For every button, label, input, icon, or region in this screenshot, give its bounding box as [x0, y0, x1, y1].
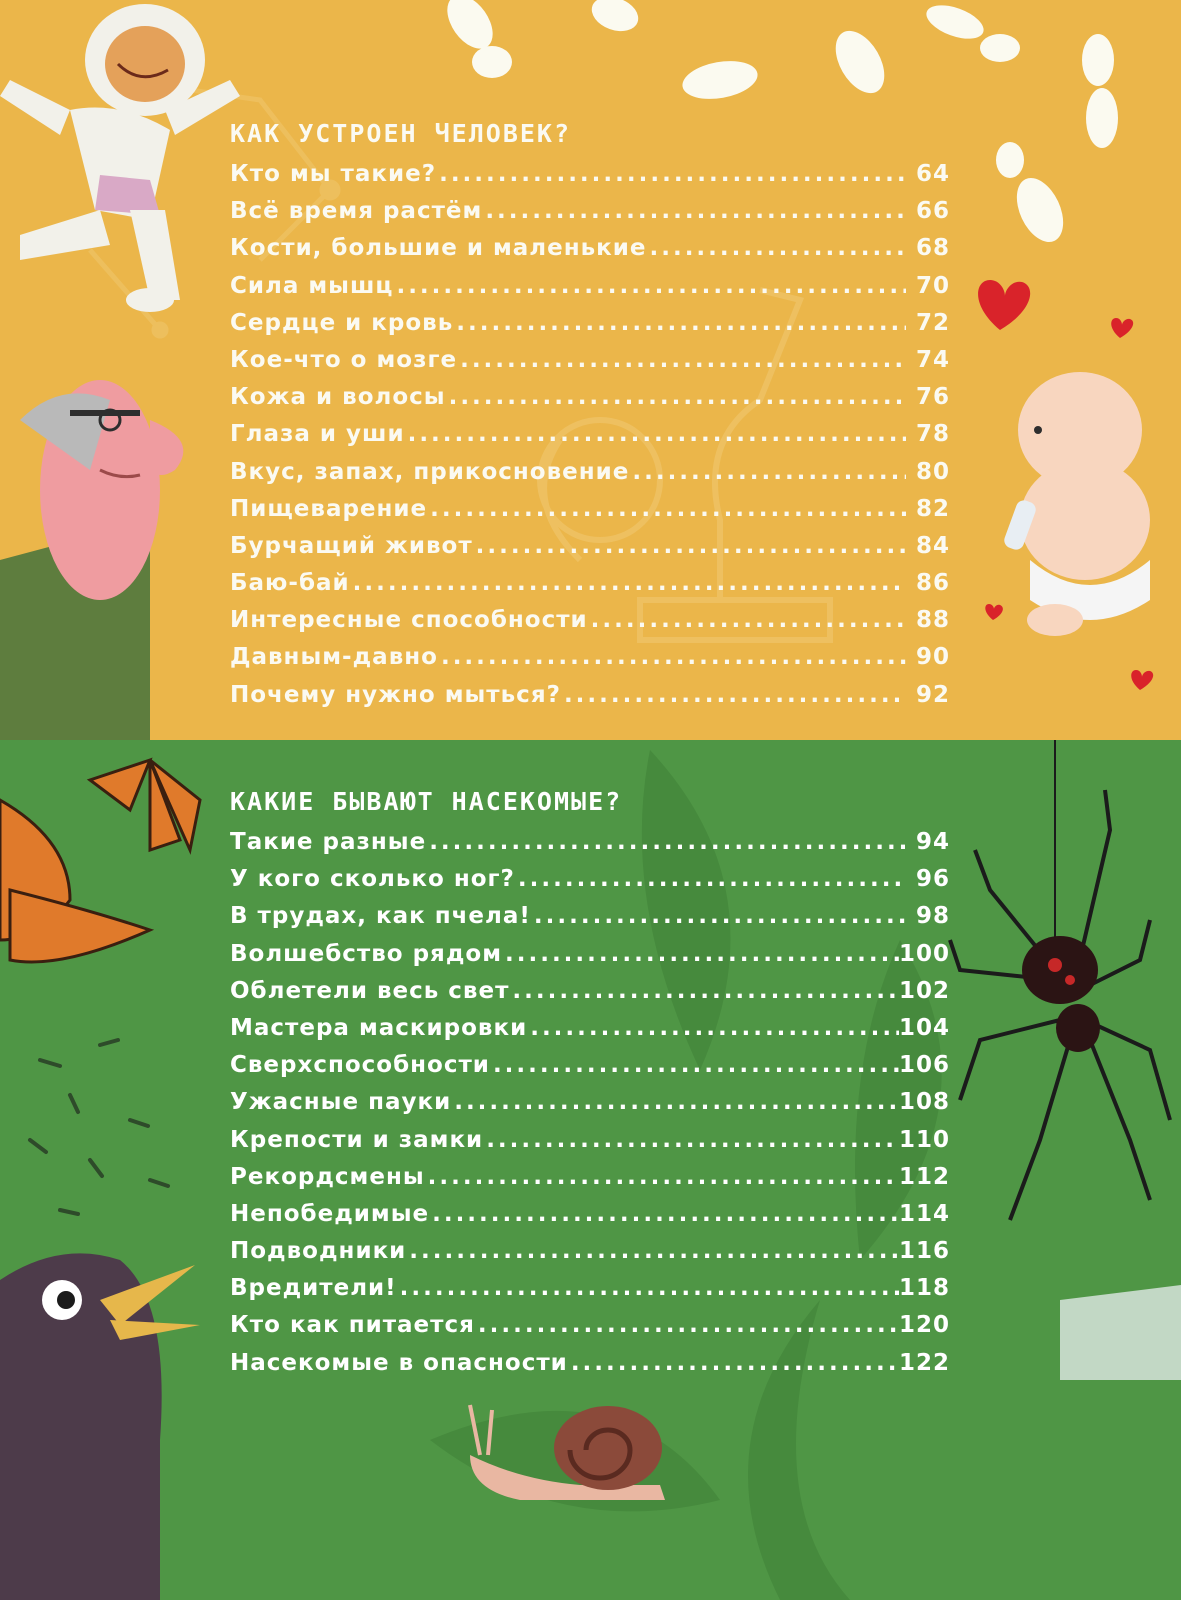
toc-entry[interactable]: [230, 1196, 950, 1233]
toc-entry-page: 118: [898, 1275, 950, 1302]
toc-entry[interactable]: [230, 1307, 950, 1344]
toc-entry-page: 106: [898, 1052, 950, 1079]
toc-entry[interactable]: [230, 898, 950, 935]
toc-entry[interactable]: [230, 528, 950, 565]
dot-leader: [588, 602, 906, 639]
dot-leader: [531, 898, 906, 935]
toc-entry-title: Вкус, запах, прикосновение: [230, 458, 630, 485]
toc-entry-page: 104: [898, 1014, 950, 1041]
toc-entry[interactable]: [230, 1233, 950, 1270]
dot-leader: [397, 1270, 899, 1307]
toc-entry-page: 110: [898, 1126, 950, 1153]
dot-leader: [482, 193, 906, 230]
toc-entry-title: Баю-бай: [230, 570, 350, 597]
toc-entry[interactable]: [230, 824, 950, 861]
toc-entry-page: 88: [915, 607, 950, 634]
toc-entry[interactable]: [230, 973, 950, 1010]
toc-entry[interactable]: [230, 1270, 950, 1307]
toc-entry-page: 112: [898, 1163, 950, 1190]
toc-entry-page: 78: [915, 421, 950, 448]
toc-entry[interactable]: [230, 639, 950, 676]
toc-entry-title: В трудах, как пчела!: [230, 903, 531, 930]
toc-entry-page: 94: [915, 829, 950, 855]
toc-entry-page: 100: [898, 940, 950, 967]
toc-entry[interactable]: [230, 1122, 950, 1159]
toc-entry[interactable]: [230, 1345, 950, 1382]
dot-leader: [475, 1307, 899, 1344]
dot-leader: [629, 454, 906, 491]
dot-leader: [406, 1233, 899, 1270]
toc-entry[interactable]: [230, 1010, 950, 1047]
toc-entry-title: Кожа и волосы: [230, 384, 446, 411]
dot-leader: [438, 639, 906, 676]
toc-entry[interactable]: [230, 1047, 950, 1084]
toc-entry-title: Сверхспособности: [230, 1052, 490, 1079]
dot-leader: [527, 1010, 899, 1047]
toc-entry-title: Пищеварение: [230, 495, 428, 522]
toc-human-body: [230, 112, 950, 714]
toc-entry[interactable]: [230, 379, 950, 416]
dot-leader: [483, 1122, 899, 1159]
toc-entry[interactable]: [230, 565, 950, 602]
toc-entry-title: Бурчащий живот: [230, 532, 473, 559]
toc-entry[interactable]: [230, 193, 950, 230]
dot-leader: [451, 1084, 899, 1121]
toc-entry[interactable]: [230, 602, 950, 639]
toc-entry[interactable]: [230, 416, 950, 453]
dot-leader: [429, 1196, 899, 1233]
toc-entry-title: Волшебство рядом: [230, 940, 502, 967]
toc-entry-title: Такие разные: [230, 829, 427, 855]
toc-entry-title: Сердце и кровь: [230, 309, 454, 336]
toc-entry-page: 68: [915, 235, 950, 262]
toc-entry[interactable]: [230, 156, 950, 193]
toc-section-insects: [0, 740, 1181, 1600]
toc-entry-page: 82: [915, 495, 950, 522]
dot-leader: [436, 156, 906, 193]
toc-entry-page: 64: [915, 161, 950, 187]
toc-entry-title: Вредители!: [230, 1275, 397, 1302]
toc-entry-page: 114: [898, 1200, 950, 1227]
toc-entry-page: 98: [915, 903, 950, 930]
toc-entry-title: Кто мы такие?: [230, 161, 437, 187]
dot-leader: [427, 491, 906, 528]
dot-leader: [453, 305, 906, 342]
toc-entry[interactable]: [230, 1084, 950, 1121]
toc-entry-page: 120: [898, 1312, 950, 1339]
dot-leader: [425, 1159, 899, 1196]
toc-entry-page: 116: [898, 1238, 950, 1265]
section-heading: КАКИЕ БЫВАЮТ НАСЕКОМЫЕ?: [230, 787, 623, 816]
dot-leader: [646, 230, 906, 267]
toc-entry[interactable]: [230, 342, 950, 379]
dot-leader: [426, 824, 906, 861]
toc-list: [230, 824, 950, 1382]
toc-entry-page: 76: [915, 384, 950, 411]
section-heading: КАК УСТРОЕН ЧЕЛОВЕК?: [230, 119, 572, 148]
toc-entry-title: Кое-что о мозге: [230, 346, 458, 373]
toc-entry-title: Кости, большие и маленькие: [230, 235, 647, 262]
toc-entry[interactable]: [230, 677, 950, 714]
dot-leader: [509, 973, 899, 1010]
dot-leader: [568, 1345, 899, 1382]
toc-entry[interactable]: [230, 454, 950, 491]
toc-entry-page: 72: [915, 309, 950, 336]
dot-leader: [393, 268, 906, 305]
toc-entry-title: Непобедимые: [230, 1200, 430, 1227]
toc-entry-page: 80: [915, 458, 950, 485]
toc-section-human-body: [0, 0, 1181, 740]
toc-entry-page: 122: [898, 1349, 950, 1376]
toc-entry-page: 90: [915, 644, 950, 671]
toc-entry-page: 84: [915, 532, 950, 559]
dot-leader: [405, 416, 906, 453]
toc-entry-title: Сила мышц: [230, 272, 394, 299]
toc-entry-page: 102: [898, 977, 950, 1004]
dot-leader: [350, 565, 906, 602]
toc-entry-title: У кого сколько ног?: [230, 866, 515, 893]
toc-entry-title: Всё время растём: [230, 198, 483, 225]
toc-entry-page: 108: [898, 1089, 950, 1116]
toc-list: [230, 156, 950, 714]
toc-entry-page: 92: [915, 681, 950, 708]
spray-illustration: [1060, 1285, 1181, 1380]
dot-leader: [446, 379, 906, 416]
toc-entry[interactable]: [230, 491, 950, 528]
toc-entry-title: Почему нужно мыться?: [230, 681, 561, 708]
dot-leader: [502, 936, 899, 973]
toc-entry-page: 96: [915, 866, 950, 893]
toc-insects: [230, 780, 950, 1382]
toc-entry[interactable]: [230, 230, 950, 267]
toc-entry-title: Подводники: [230, 1238, 407, 1265]
toc-entry-title: Интересные способности: [230, 607, 588, 634]
toc-entry[interactable]: [230, 268, 950, 305]
dot-leader: [515, 861, 906, 898]
toc-entry-page: 70: [915, 272, 950, 299]
toc-entry-page: 74: [915, 346, 950, 373]
toc-entry-title: Глаза и уши: [230, 421, 405, 448]
dot-leader: [473, 528, 906, 565]
dot-leader: [457, 342, 906, 379]
toc-entry-title: Ужасные пауки: [230, 1089, 452, 1116]
toc-entry[interactable]: [230, 936, 950, 973]
toc-entry-title: Мастера маскировки: [230, 1014, 528, 1041]
toc-entry-page: 86: [915, 570, 950, 597]
toc-entry-page: 66: [915, 198, 950, 225]
toc-entry[interactable]: [230, 305, 950, 342]
toc-entry-title: Рекордсмены: [230, 1163, 425, 1190]
toc-entry-title: Кто как питается: [230, 1312, 475, 1339]
toc-entry-title: Облетели весь свет: [230, 977, 510, 1004]
toc-entry-title: Насекомые в опасности: [230, 1349, 568, 1376]
toc-entry[interactable]: [230, 1159, 950, 1196]
toc-entry[interactable]: [230, 861, 950, 898]
dot-leader: [490, 1047, 899, 1084]
dot-leader: [561, 677, 906, 714]
toc-entry-title: Крепости и замки: [230, 1126, 484, 1153]
toc-entry-title: Давным-давно: [230, 644, 438, 671]
